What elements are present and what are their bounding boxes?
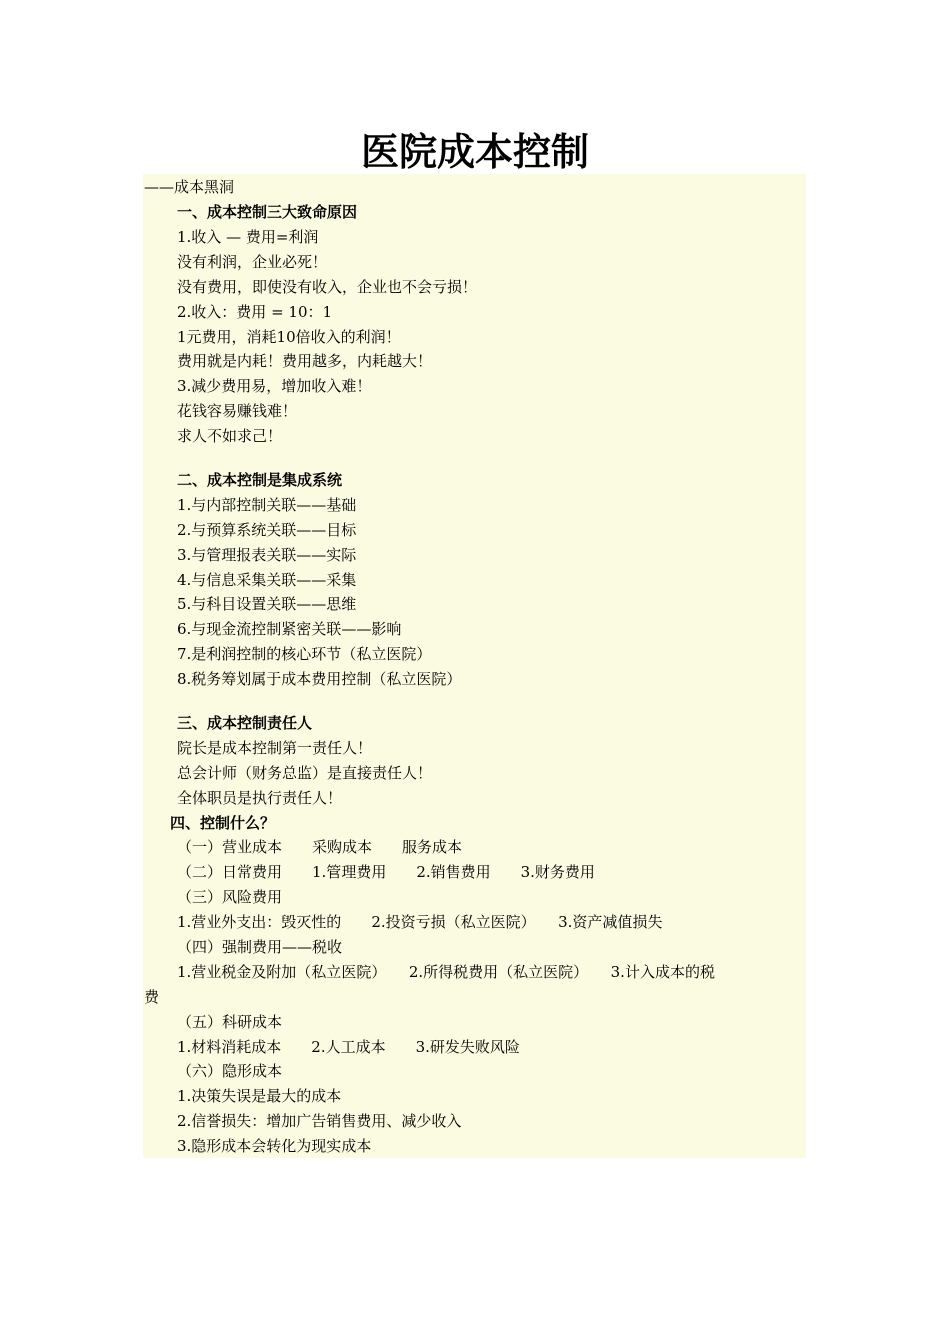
body-line: 院长是成本控制第一责任人！	[177, 739, 373, 757]
section-heading-3: 三、成本控制责任人	[177, 714, 313, 732]
body-line: 费	[144, 988, 160, 1006]
body-line: 花钱容易赚钱难！	[177, 402, 298, 420]
body-line: 8.税务筹划属于成本费用控制（私立医院）	[177, 670, 462, 688]
section-heading-2: 二、成本控制是集成系统	[177, 471, 343, 489]
body-line: 没有利润，企业必死！	[177, 253, 328, 271]
body-line: 1.营业外支出：毁灭性的 2.投资亏损（私立医院） 3.资产减值损失	[177, 913, 663, 931]
body-line: 1.营业税金及附加（私立医院） 2.所得税费用（私立医院） 3.计入成本的税	[177, 963, 715, 981]
body-line: （二）日常费用 1.管理费用 2.销售费用 3.财务费用	[177, 863, 595, 881]
body-line: 1.与内部控制关联——基础	[177, 496, 357, 514]
body-line: 总会计师（财务总监）是直接责任人！	[177, 764, 433, 782]
body-line: 7.是利润控制的核心环节（私立医院）	[177, 645, 432, 663]
body-line: 6.与现金流控制紧密关联——影响	[177, 620, 402, 638]
body-line: 1.决策失误是最大的成本	[177, 1087, 342, 1105]
body-line: （六）隐形成本	[177, 1062, 283, 1080]
body-line: 3.减少费用易，增加收入难！	[177, 377, 372, 395]
page-title: 医院成本控制	[360, 130, 589, 174]
body-line: （三）风险费用	[177, 888, 283, 906]
body-line: 3.隐形成本会转化为现实成本	[177, 1137, 372, 1155]
body-line: 1元费用，消耗10倍收入的利润！	[177, 328, 401, 346]
body-line: 费用就是内耗！费用越多，内耗越大！	[177, 352, 433, 370]
section-heading-1: 一、成本控制三大致命原因	[177, 203, 358, 221]
body-line: （五）科研成本	[177, 1013, 283, 1031]
body-line: 2.信誉损失：增加广告销售费用、减少收入	[177, 1112, 462, 1130]
body-line: 没有费用，即使没有收入，企业也不会亏损！	[177, 278, 478, 296]
body-line: 2.收入：费用 = 10：1	[177, 303, 333, 321]
body-line: 4.与信息采集关联——采集	[177, 571, 357, 589]
body-line: 全体职员是执行责任人！	[177, 789, 343, 807]
body-line: 2.与预算系统关联——目标	[177, 521, 357, 539]
body-line: 5.与科目设置关联——思维	[177, 595, 357, 613]
subtitle: ——成本黑洞	[144, 178, 235, 196]
body-line: 1.材料消耗成本 2.人工成本 3.研发失败风险	[177, 1038, 520, 1056]
body-line: 求人不如求己！	[177, 427, 283, 445]
body-line: （一）营业成本 采购成本 服务成本	[177, 838, 463, 856]
body-line: 1.收入 — 费用=利润	[177, 228, 319, 246]
section-heading-4: 四、控制什么？	[170, 814, 276, 832]
body-line: （四）强制费用——税收	[177, 938, 343, 956]
body-line: 3.与管理报表关联——实际	[177, 546, 357, 564]
